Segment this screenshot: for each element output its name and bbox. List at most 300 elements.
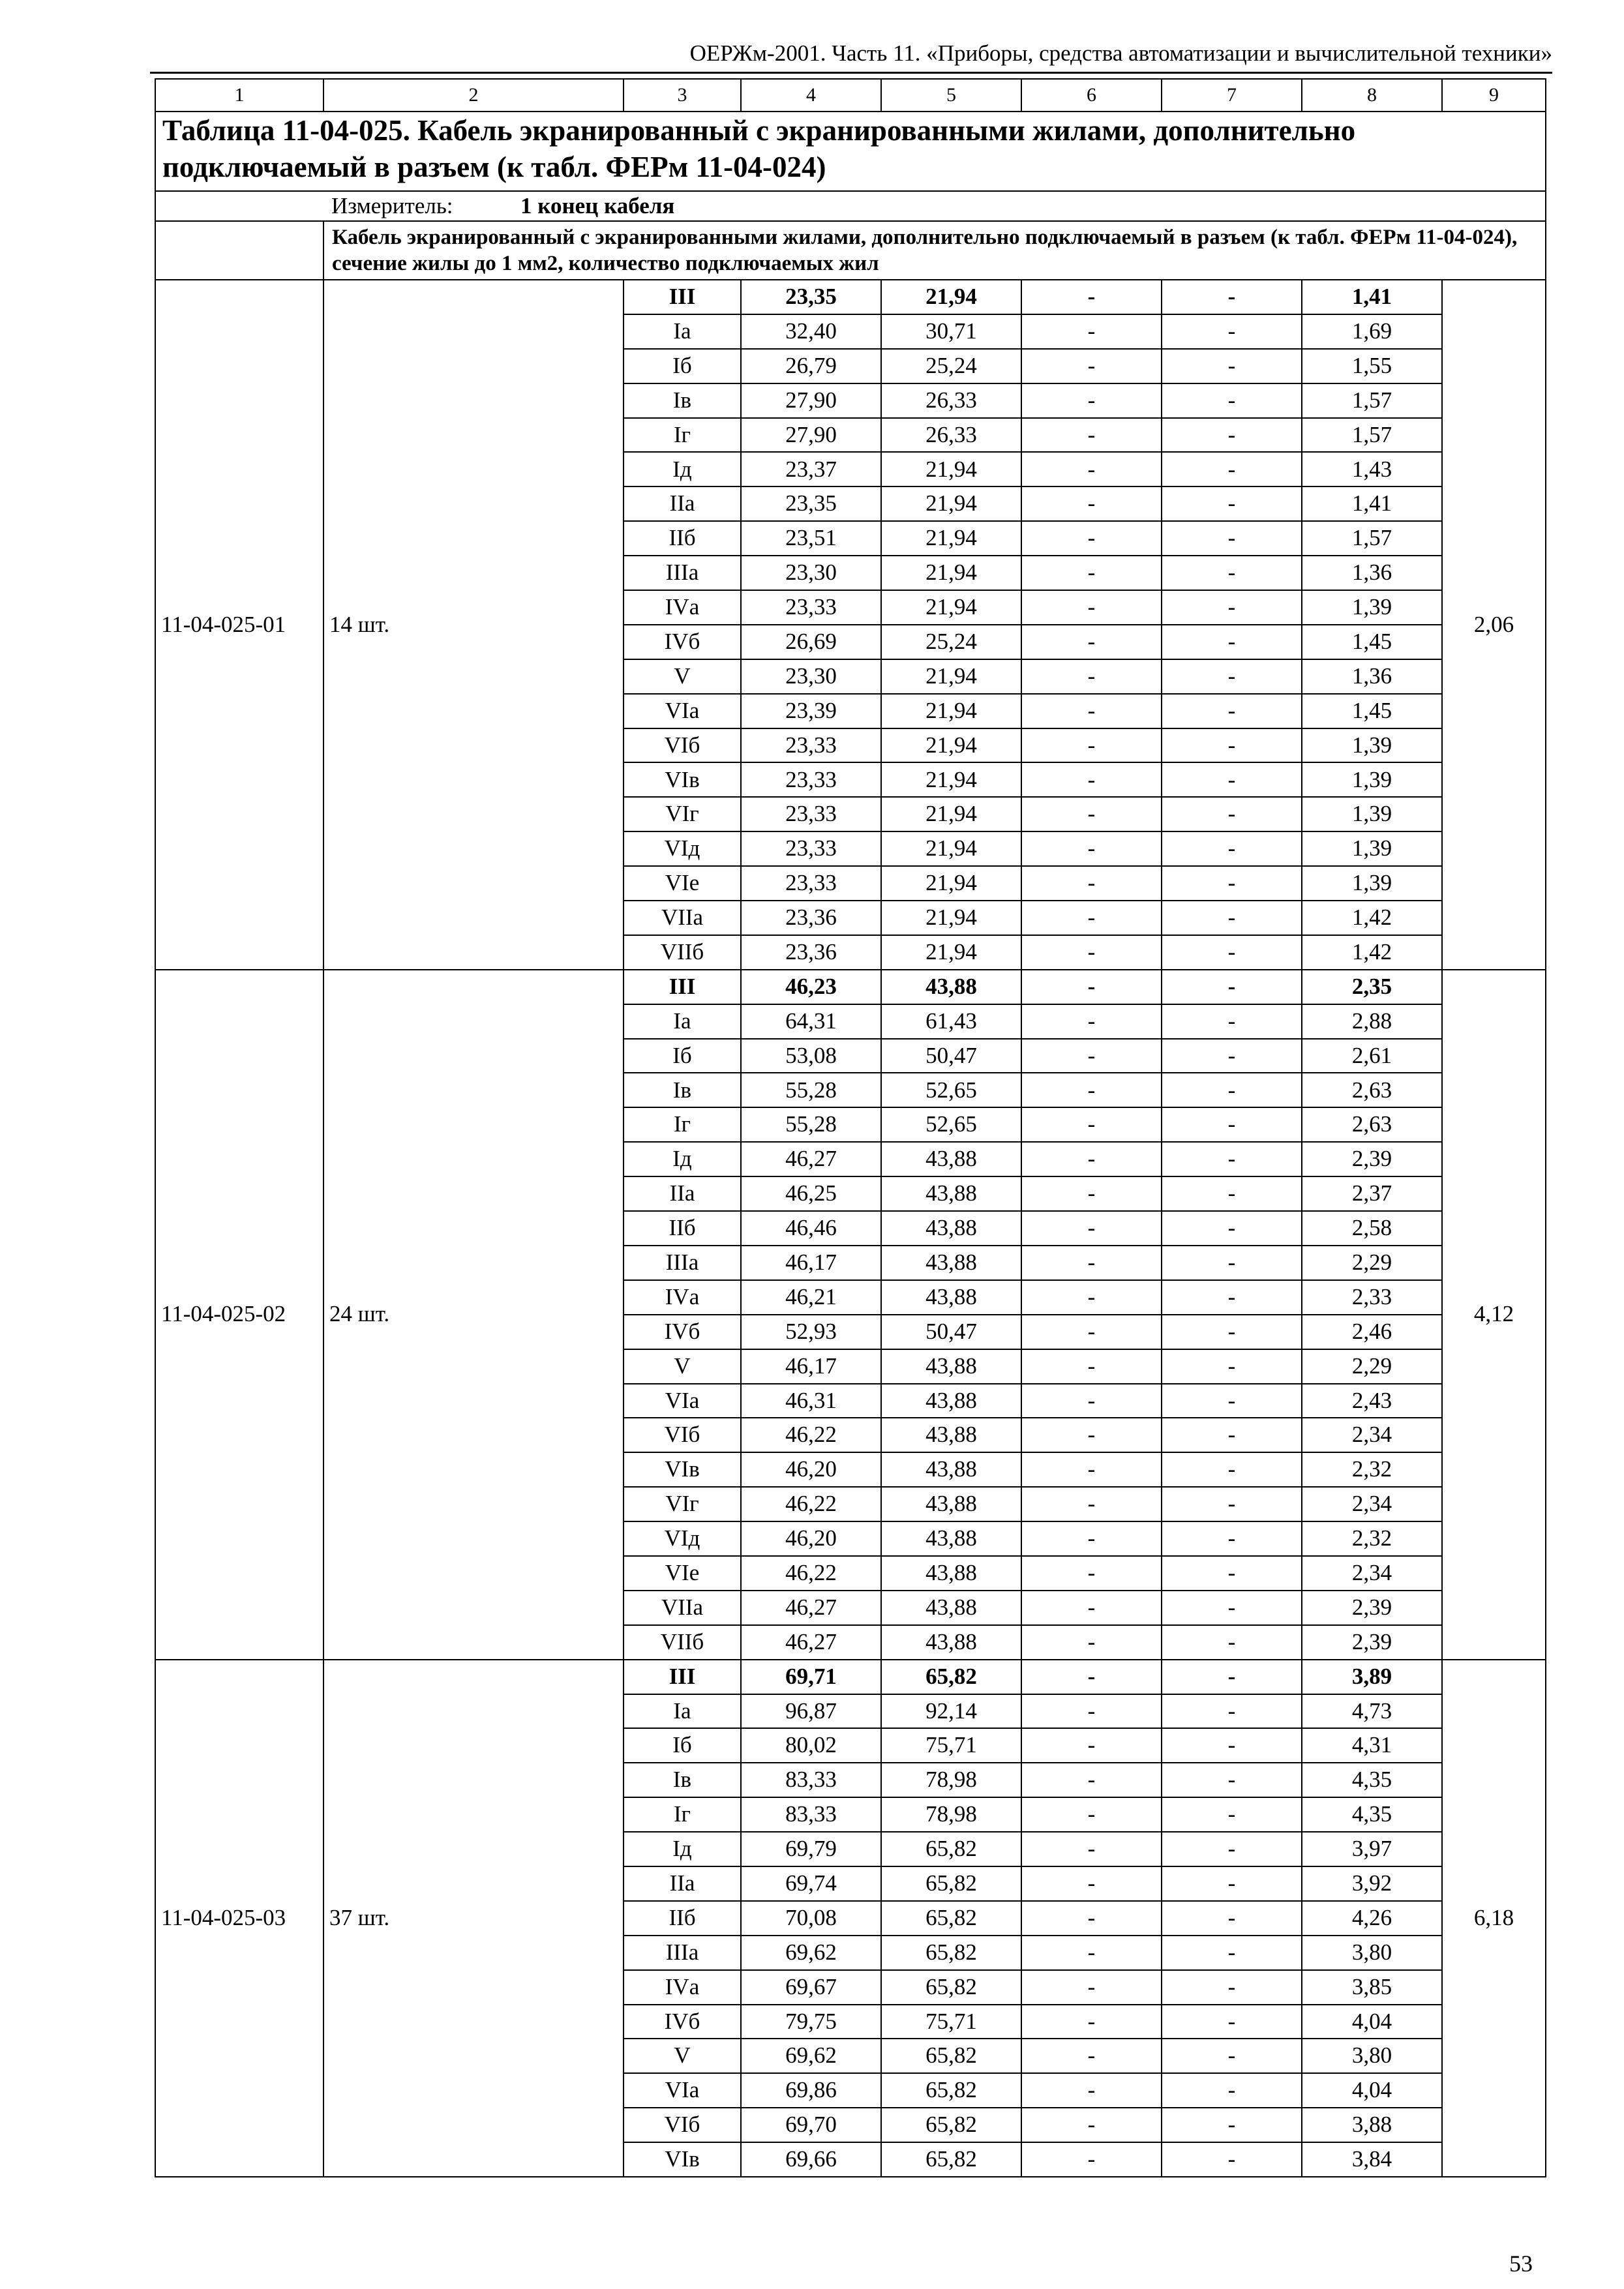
- col8-cell: 3,92: [1302, 1866, 1442, 1901]
- zone-cell: IIIа: [624, 1936, 741, 1970]
- col8-cell: 2,46: [1302, 1315, 1442, 1349]
- col8-cell: 4,04: [1302, 2073, 1442, 2108]
- col4-cell: 46,31: [741, 1384, 881, 1418]
- col7-cell: -: [1162, 728, 1302, 763]
- col7-cell: -: [1162, 1901, 1302, 1936]
- col8-cell: 1,57: [1302, 418, 1442, 453]
- col4-cell: 46,17: [741, 1349, 881, 1384]
- col7-cell: -: [1162, 1315, 1302, 1349]
- col4-cell: 83,33: [741, 1763, 881, 1797]
- col6-cell: -: [1021, 1728, 1162, 1763]
- col8-cell: 2,35: [1302, 970, 1442, 1004]
- meter-row: [155, 191, 1546, 221]
- col5-cell: 61,43: [881, 1004, 1021, 1039]
- col5-cell: 21,94: [881, 694, 1021, 728]
- col7-cell: -: [1162, 762, 1302, 797]
- zone-cell: VIд: [624, 831, 741, 866]
- col6-cell: -: [1021, 1004, 1162, 1039]
- col7-cell: -: [1162, 2005, 1302, 2039]
- col7-cell: -: [1162, 659, 1302, 694]
- col4-cell: 53,08: [741, 1039, 881, 1073]
- col8-cell: 1,39: [1302, 762, 1442, 797]
- col6-cell: -: [1021, 1797, 1162, 1832]
- col7-cell: -: [1162, 625, 1302, 659]
- table-title-row: [155, 112, 1546, 191]
- col7-cell: -: [1162, 2142, 1302, 2177]
- col8-cell: 1,41: [1302, 280, 1442, 314]
- col7-cell: -: [1162, 1970, 1302, 2005]
- col7-cell: -: [1162, 1763, 1302, 1797]
- col8-cell: 2,39: [1302, 1142, 1442, 1176]
- col7-cell: -: [1162, 1521, 1302, 1556]
- col7-cell: -: [1162, 694, 1302, 728]
- col8-cell: 1,39: [1302, 831, 1442, 866]
- col5-cell: 65,82: [881, 2039, 1021, 2073]
- col8-cell: 4,73: [1302, 1694, 1442, 1729]
- zone-cell: V: [624, 2039, 741, 2073]
- col5-cell: 21,94: [881, 590, 1021, 625]
- col5-cell: 75,71: [881, 2005, 1021, 2039]
- col8-cell: 3,85: [1302, 1970, 1442, 2005]
- col5-cell: 78,98: [881, 1763, 1021, 1797]
- col6-cell: -: [1021, 452, 1162, 486]
- col6-cell: -: [1021, 280, 1162, 314]
- col7-cell: -: [1162, 1107, 1302, 1142]
- col5-cell: 26,33: [881, 383, 1021, 418]
- col6-cell: -: [1021, 1246, 1162, 1280]
- item-quantity: 14 шт.: [323, 280, 624, 970]
- col8-cell: 1,45: [1302, 625, 1442, 659]
- zone-cell: IVа: [624, 590, 741, 625]
- col6-cell: -: [1021, 1970, 1162, 2005]
- zone-cell: Iг: [624, 418, 741, 453]
- zone-cell: IIа: [624, 1866, 741, 1901]
- col5-cell: 43,88: [881, 1349, 1021, 1384]
- zone-cell: IIIа: [624, 556, 741, 590]
- col4-cell: 23,33: [741, 590, 881, 625]
- col7-cell: -: [1162, 970, 1302, 1004]
- col5-cell: 21,94: [881, 935, 1021, 970]
- col6-cell: -: [1021, 1556, 1162, 1591]
- col8-cell: 3,97: [1302, 1832, 1442, 1866]
- zone-cell: VIа: [624, 1384, 741, 1418]
- col4-cell: 79,75: [741, 2005, 881, 2039]
- col8-cell: 3,84: [1302, 2142, 1442, 2177]
- col5-cell: 65,82: [881, 1832, 1021, 1866]
- col8-cell: 1,39: [1302, 866, 1442, 901]
- zone-cell: Iг: [624, 1797, 741, 1832]
- col4-cell: 69,79: [741, 1832, 881, 1866]
- col5-cell: 21,94: [881, 831, 1021, 866]
- col5-cell: 43,88: [881, 1280, 1021, 1315]
- zone-cell: Iв: [624, 1763, 741, 1797]
- col5-cell: 26,33: [881, 418, 1021, 453]
- col5-cell: 65,82: [881, 2142, 1021, 2177]
- zone-cell: Iд: [624, 1142, 741, 1176]
- col5-cell: 25,24: [881, 349, 1021, 383]
- description-text: Кабель экранированный с экранированными жилами, дополнительно подключаемый в разъем (к табл. ФЕРм 11-04-024), сечение жилы до 1 мм2, количество подключаемых жил: [323, 221, 1546, 280]
- col6-cell: -: [1021, 2005, 1162, 2039]
- col5-cell: 25,24: [881, 625, 1021, 659]
- zone-cell: Iд: [624, 452, 741, 486]
- zone-cell: VIв: [624, 1452, 741, 1487]
- col4-cell: 46,20: [741, 1521, 881, 1556]
- col7-cell: -: [1162, 383, 1302, 418]
- col8-cell: 1,57: [1302, 521, 1442, 556]
- col8-cell: 4,35: [1302, 1763, 1442, 1797]
- col8-cell: 4,31: [1302, 1728, 1442, 1763]
- col5-cell: 50,47: [881, 1315, 1021, 1349]
- col5-cell: 92,14: [881, 1694, 1021, 1729]
- col6-cell: -: [1021, 1211, 1162, 1246]
- col5-cell: 65,82: [881, 1901, 1021, 1936]
- zone-cell: VIг: [624, 1487, 741, 1521]
- zone-cell: IVб: [624, 2005, 741, 2039]
- col4-cell: 26,79: [741, 349, 881, 383]
- col7-cell: -: [1162, 1418, 1302, 1452]
- col5-cell: 21,94: [881, 521, 1021, 556]
- col7-cell: -: [1162, 1039, 1302, 1073]
- zone-cell: IVа: [624, 1970, 741, 2005]
- zone-cell: VIIб: [624, 935, 741, 970]
- col4-cell: 23,33: [741, 762, 881, 797]
- col7-cell: -: [1162, 1728, 1302, 1763]
- col4-cell: 96,87: [741, 1694, 881, 1729]
- col6-cell: -: [1021, 1280, 1162, 1315]
- col8-cell: 3,80: [1302, 2039, 1442, 2073]
- col8-cell: 4,04: [1302, 2005, 1442, 2039]
- zone-cell: VIа: [624, 2073, 741, 2108]
- col5-cell: 43,88: [881, 1625, 1021, 1660]
- col5-cell: 65,82: [881, 1660, 1021, 1694]
- zone-cell: IVа: [624, 1280, 741, 1315]
- col8-cell: 2,39: [1302, 1625, 1442, 1660]
- col7-cell: -: [1162, 866, 1302, 901]
- column-number: 6: [1021, 79, 1162, 112]
- col7-cell: -: [1162, 1142, 1302, 1176]
- col7-cell: -: [1162, 1004, 1302, 1039]
- col7-cell: -: [1162, 1832, 1302, 1866]
- col6-cell: -: [1021, 1452, 1162, 1487]
- col4-cell: 46,22: [741, 1487, 881, 1521]
- col8-cell: 1,43: [1302, 452, 1442, 486]
- col6-cell: -: [1021, 1521, 1162, 1556]
- rates-table: [155, 78, 1546, 2177]
- col4-cell: 23,30: [741, 659, 881, 694]
- meter-label: Измеритель:: [331, 192, 453, 218]
- col5-cell: 43,88: [881, 1591, 1021, 1625]
- table-row: [155, 280, 1546, 314]
- col8-cell: 1,39: [1302, 728, 1442, 763]
- col7-cell: -: [1162, 1452, 1302, 1487]
- zone-cell: VIе: [624, 1556, 741, 1591]
- col4-cell: 69,62: [741, 2039, 881, 2073]
- col4-cell: 46,25: [741, 1176, 881, 1211]
- col7-cell: -: [1162, 1280, 1302, 1315]
- col7-cell: -: [1162, 1866, 1302, 1901]
- col8-cell: 2,32: [1302, 1452, 1442, 1487]
- col8-cell: 2,58: [1302, 1211, 1442, 1246]
- table-title: Таблица 11-04-025. Кабель экранированный с экранированными жилами, дополнительно подключаемый в разъем (к табл. ФЕРм 11-04-024): [155, 112, 1546, 191]
- col8-cell: 1,36: [1302, 556, 1442, 590]
- col8-cell: 2,34: [1302, 1556, 1442, 1591]
- table-row: [155, 1660, 1546, 1694]
- col7-cell: -: [1162, 1625, 1302, 1660]
- col5-cell: 21,94: [881, 659, 1021, 694]
- column-number: 1: [155, 79, 323, 112]
- col4-cell: 69,66: [741, 2142, 881, 2177]
- col8-cell: 1,57: [1302, 383, 1442, 418]
- col5-cell: 21,94: [881, 797, 1021, 831]
- description-spacer: [155, 221, 323, 280]
- col7-cell: -: [1162, 1660, 1302, 1694]
- col4-cell: 46,27: [741, 1142, 881, 1176]
- col4-cell: 27,90: [741, 383, 881, 418]
- col4-cell: 32,40: [741, 314, 881, 349]
- col4-cell: 55,28: [741, 1073, 881, 1107]
- col5-cell: 52,65: [881, 1107, 1021, 1142]
- zone-cell: Iа: [624, 1694, 741, 1729]
- col5-cell: 65,82: [881, 1866, 1021, 1901]
- col9-cell: 2,06: [1442, 280, 1546, 970]
- col4-cell: 69,70: [741, 2108, 881, 2142]
- zone-cell: Iв: [624, 1073, 741, 1107]
- col8-cell: 3,88: [1302, 2108, 1442, 2142]
- col6-cell: -: [1021, 1901, 1162, 1936]
- col5-cell: 78,98: [881, 1797, 1021, 1832]
- col4-cell: 52,93: [741, 1315, 881, 1349]
- col8-cell: 4,35: [1302, 1797, 1442, 1832]
- col7-cell: -: [1162, 314, 1302, 349]
- col7-cell: -: [1162, 797, 1302, 831]
- col4-cell: 46,22: [741, 1556, 881, 1591]
- col8-cell: 1,42: [1302, 901, 1442, 935]
- col4-cell: 70,08: [741, 1901, 881, 1936]
- col8-cell: 2,33: [1302, 1280, 1442, 1315]
- col6-cell: -: [1021, 1384, 1162, 1418]
- col4-cell: 23,30: [741, 556, 881, 590]
- col4-cell: 46,17: [741, 1246, 881, 1280]
- col6-cell: -: [1021, 556, 1162, 590]
- col6-cell: -: [1021, 970, 1162, 1004]
- col4-cell: 46,27: [741, 1591, 881, 1625]
- col6-cell: -: [1021, 2142, 1162, 2177]
- col7-cell: -: [1162, 280, 1302, 314]
- col8-cell: 2,88: [1302, 1004, 1442, 1039]
- column-number: 7: [1162, 79, 1302, 112]
- col5-cell: 43,88: [881, 1556, 1021, 1591]
- description-row: [155, 221, 1546, 280]
- col5-cell: 21,94: [881, 728, 1021, 763]
- zone-cell: IIа: [624, 1176, 741, 1211]
- col6-cell: -: [1021, 1073, 1162, 1107]
- col8-cell: 2,61: [1302, 1039, 1442, 1073]
- col7-cell: -: [1162, 349, 1302, 383]
- col8-cell: 2,63: [1302, 1073, 1442, 1107]
- col7-cell: -: [1162, 935, 1302, 970]
- col5-cell: 43,88: [881, 1142, 1021, 1176]
- column-number: 4: [741, 79, 881, 112]
- zone-cell: III: [624, 280, 741, 314]
- table-row: [155, 970, 1546, 1004]
- col7-cell: -: [1162, 1487, 1302, 1521]
- col5-cell: 43,88: [881, 1452, 1021, 1487]
- col4-cell: 23,35: [741, 280, 881, 314]
- col8-cell: 1,42: [1302, 935, 1442, 970]
- col4-cell: 55,28: [741, 1107, 881, 1142]
- zone-cell: VIа: [624, 694, 741, 728]
- col5-cell: 65,82: [881, 2073, 1021, 2108]
- col4-cell: 46,46: [741, 1211, 881, 1246]
- column-number: 9: [1442, 79, 1546, 112]
- zone-cell: Iб: [624, 349, 741, 383]
- col7-cell: -: [1162, 418, 1302, 453]
- col8-cell: 1,36: [1302, 659, 1442, 694]
- col6-cell: -: [1021, 2108, 1162, 2142]
- col5-cell: 65,82: [881, 2108, 1021, 2142]
- item-code: 11-04-025-03: [155, 1660, 323, 2177]
- col7-cell: -: [1162, 1591, 1302, 1625]
- col5-cell: 43,88: [881, 1521, 1021, 1556]
- zone-cell: V: [624, 1349, 741, 1384]
- col4-cell: 23,33: [741, 831, 881, 866]
- zone-cell: IVб: [624, 1315, 741, 1349]
- col6-cell: -: [1021, 762, 1162, 797]
- col7-cell: -: [1162, 831, 1302, 866]
- col8-cell: 2,34: [1302, 1418, 1442, 1452]
- zone-cell: V: [624, 659, 741, 694]
- zone-cell: Iв: [624, 383, 741, 418]
- col8-cell: 2,34: [1302, 1487, 1442, 1521]
- zone-cell: VIг: [624, 797, 741, 831]
- zone-cell: Iд: [624, 1832, 741, 1866]
- col4-cell: 69,67: [741, 1970, 881, 2005]
- col4-cell: 69,86: [741, 2073, 881, 2108]
- col6-cell: -: [1021, 1487, 1162, 1521]
- zone-cell: VIв: [624, 2142, 741, 2177]
- col8-cell: 2,43: [1302, 1384, 1442, 1418]
- col5-cell: 21,94: [881, 762, 1021, 797]
- col6-cell: -: [1021, 797, 1162, 831]
- col5-cell: 65,82: [881, 1970, 1021, 2005]
- zone-cell: Iа: [624, 1004, 741, 1039]
- col5-cell: 43,88: [881, 1487, 1021, 1521]
- col7-cell: -: [1162, 556, 1302, 590]
- column-number: 3: [624, 79, 741, 112]
- col8-cell: 2,29: [1302, 1349, 1442, 1384]
- col7-cell: -: [1162, 1211, 1302, 1246]
- col6-cell: -: [1021, 349, 1162, 383]
- col4-cell: 23,35: [741, 486, 881, 521]
- col5-cell: 43,88: [881, 1176, 1021, 1211]
- col5-cell: 21,94: [881, 486, 1021, 521]
- col5-cell: 43,88: [881, 1418, 1021, 1452]
- zone-cell: IIб: [624, 1901, 741, 1936]
- table-body: [155, 79, 1546, 2177]
- running-header: ОЕРЖм-2001. Часть 11. «Приборы, средства автоматизации и вычислительной техники»: [689, 40, 1552, 66]
- col4-cell: 46,20: [741, 1452, 881, 1487]
- column-number: 5: [881, 79, 1021, 112]
- zone-cell: VIIб: [624, 1625, 741, 1660]
- col6-cell: -: [1021, 1176, 1162, 1211]
- col5-cell: 50,47: [881, 1039, 1021, 1073]
- col6-cell: -: [1021, 1660, 1162, 1694]
- col5-cell: 65,82: [881, 1936, 1021, 1970]
- col6-cell: -: [1021, 625, 1162, 659]
- col8-cell: 1,45: [1302, 694, 1442, 728]
- col6-cell: -: [1021, 2039, 1162, 2073]
- zone-cell: VIб: [624, 728, 741, 763]
- zone-cell: VIе: [624, 866, 741, 901]
- zone-cell: Iб: [624, 1728, 741, 1763]
- column-number-row: [155, 79, 1546, 112]
- col7-cell: -: [1162, 590, 1302, 625]
- col6-cell: -: [1021, 1142, 1162, 1176]
- col4-cell: 69,62: [741, 1936, 881, 1970]
- item-quantity: 24 шт.: [323, 970, 624, 1660]
- col5-cell: 43,88: [881, 1211, 1021, 1246]
- zone-cell: Iа: [624, 314, 741, 349]
- col6-cell: -: [1021, 590, 1162, 625]
- col6-cell: -: [1021, 659, 1162, 694]
- zone-cell: IIб: [624, 521, 741, 556]
- col7-cell: -: [1162, 1073, 1302, 1107]
- col7-cell: -: [1162, 1246, 1302, 1280]
- col6-cell: -: [1021, 1039, 1162, 1073]
- col4-cell: 83,33: [741, 1797, 881, 1832]
- col6-cell: -: [1021, 935, 1162, 970]
- col6-cell: -: [1021, 2073, 1162, 2108]
- item-quantity: 37 шт.: [323, 1660, 624, 2177]
- col7-cell: -: [1162, 1556, 1302, 1591]
- col7-cell: -: [1162, 1349, 1302, 1384]
- col6-cell: -: [1021, 486, 1162, 521]
- zone-cell: VIб: [624, 2108, 741, 2142]
- col5-cell: 52,65: [881, 1073, 1021, 1107]
- col7-cell: -: [1162, 1936, 1302, 1970]
- col8-cell: 3,80: [1302, 1936, 1442, 1970]
- zone-cell: VIв: [624, 762, 741, 797]
- col7-cell: -: [1162, 2039, 1302, 2073]
- col6-cell: -: [1021, 694, 1162, 728]
- col7-cell: -: [1162, 901, 1302, 935]
- col8-cell: 2,32: [1302, 1521, 1442, 1556]
- col9-cell: 6,18: [1442, 1660, 1546, 2177]
- col8-cell: 2,29: [1302, 1246, 1442, 1280]
- col6-cell: -: [1021, 1832, 1162, 1866]
- col5-cell: 43,88: [881, 970, 1021, 1004]
- col7-cell: -: [1162, 2108, 1302, 2142]
- col6-cell: -: [1021, 314, 1162, 349]
- meter-value: 1 конец кабеля: [520, 192, 675, 218]
- col4-cell: 46,21: [741, 1280, 881, 1315]
- item-code: 11-04-025-02: [155, 970, 323, 1660]
- col4-cell: 23,33: [741, 728, 881, 763]
- col4-cell: 80,02: [741, 1728, 881, 1763]
- col6-cell: -: [1021, 831, 1162, 866]
- col6-cell: -: [1021, 1625, 1162, 1660]
- col4-cell: 64,31: [741, 1004, 881, 1039]
- col8-cell: 1,39: [1302, 797, 1442, 831]
- col6-cell: -: [1021, 383, 1162, 418]
- col6-cell: -: [1021, 1107, 1162, 1142]
- zone-cell: IVб: [624, 625, 741, 659]
- zone-cell: VIд: [624, 1521, 741, 1556]
- zone-cell: IIа: [624, 486, 741, 521]
- col4-cell: 23,33: [741, 797, 881, 831]
- col4-cell: 23,51: [741, 521, 881, 556]
- col6-cell: -: [1021, 1694, 1162, 1729]
